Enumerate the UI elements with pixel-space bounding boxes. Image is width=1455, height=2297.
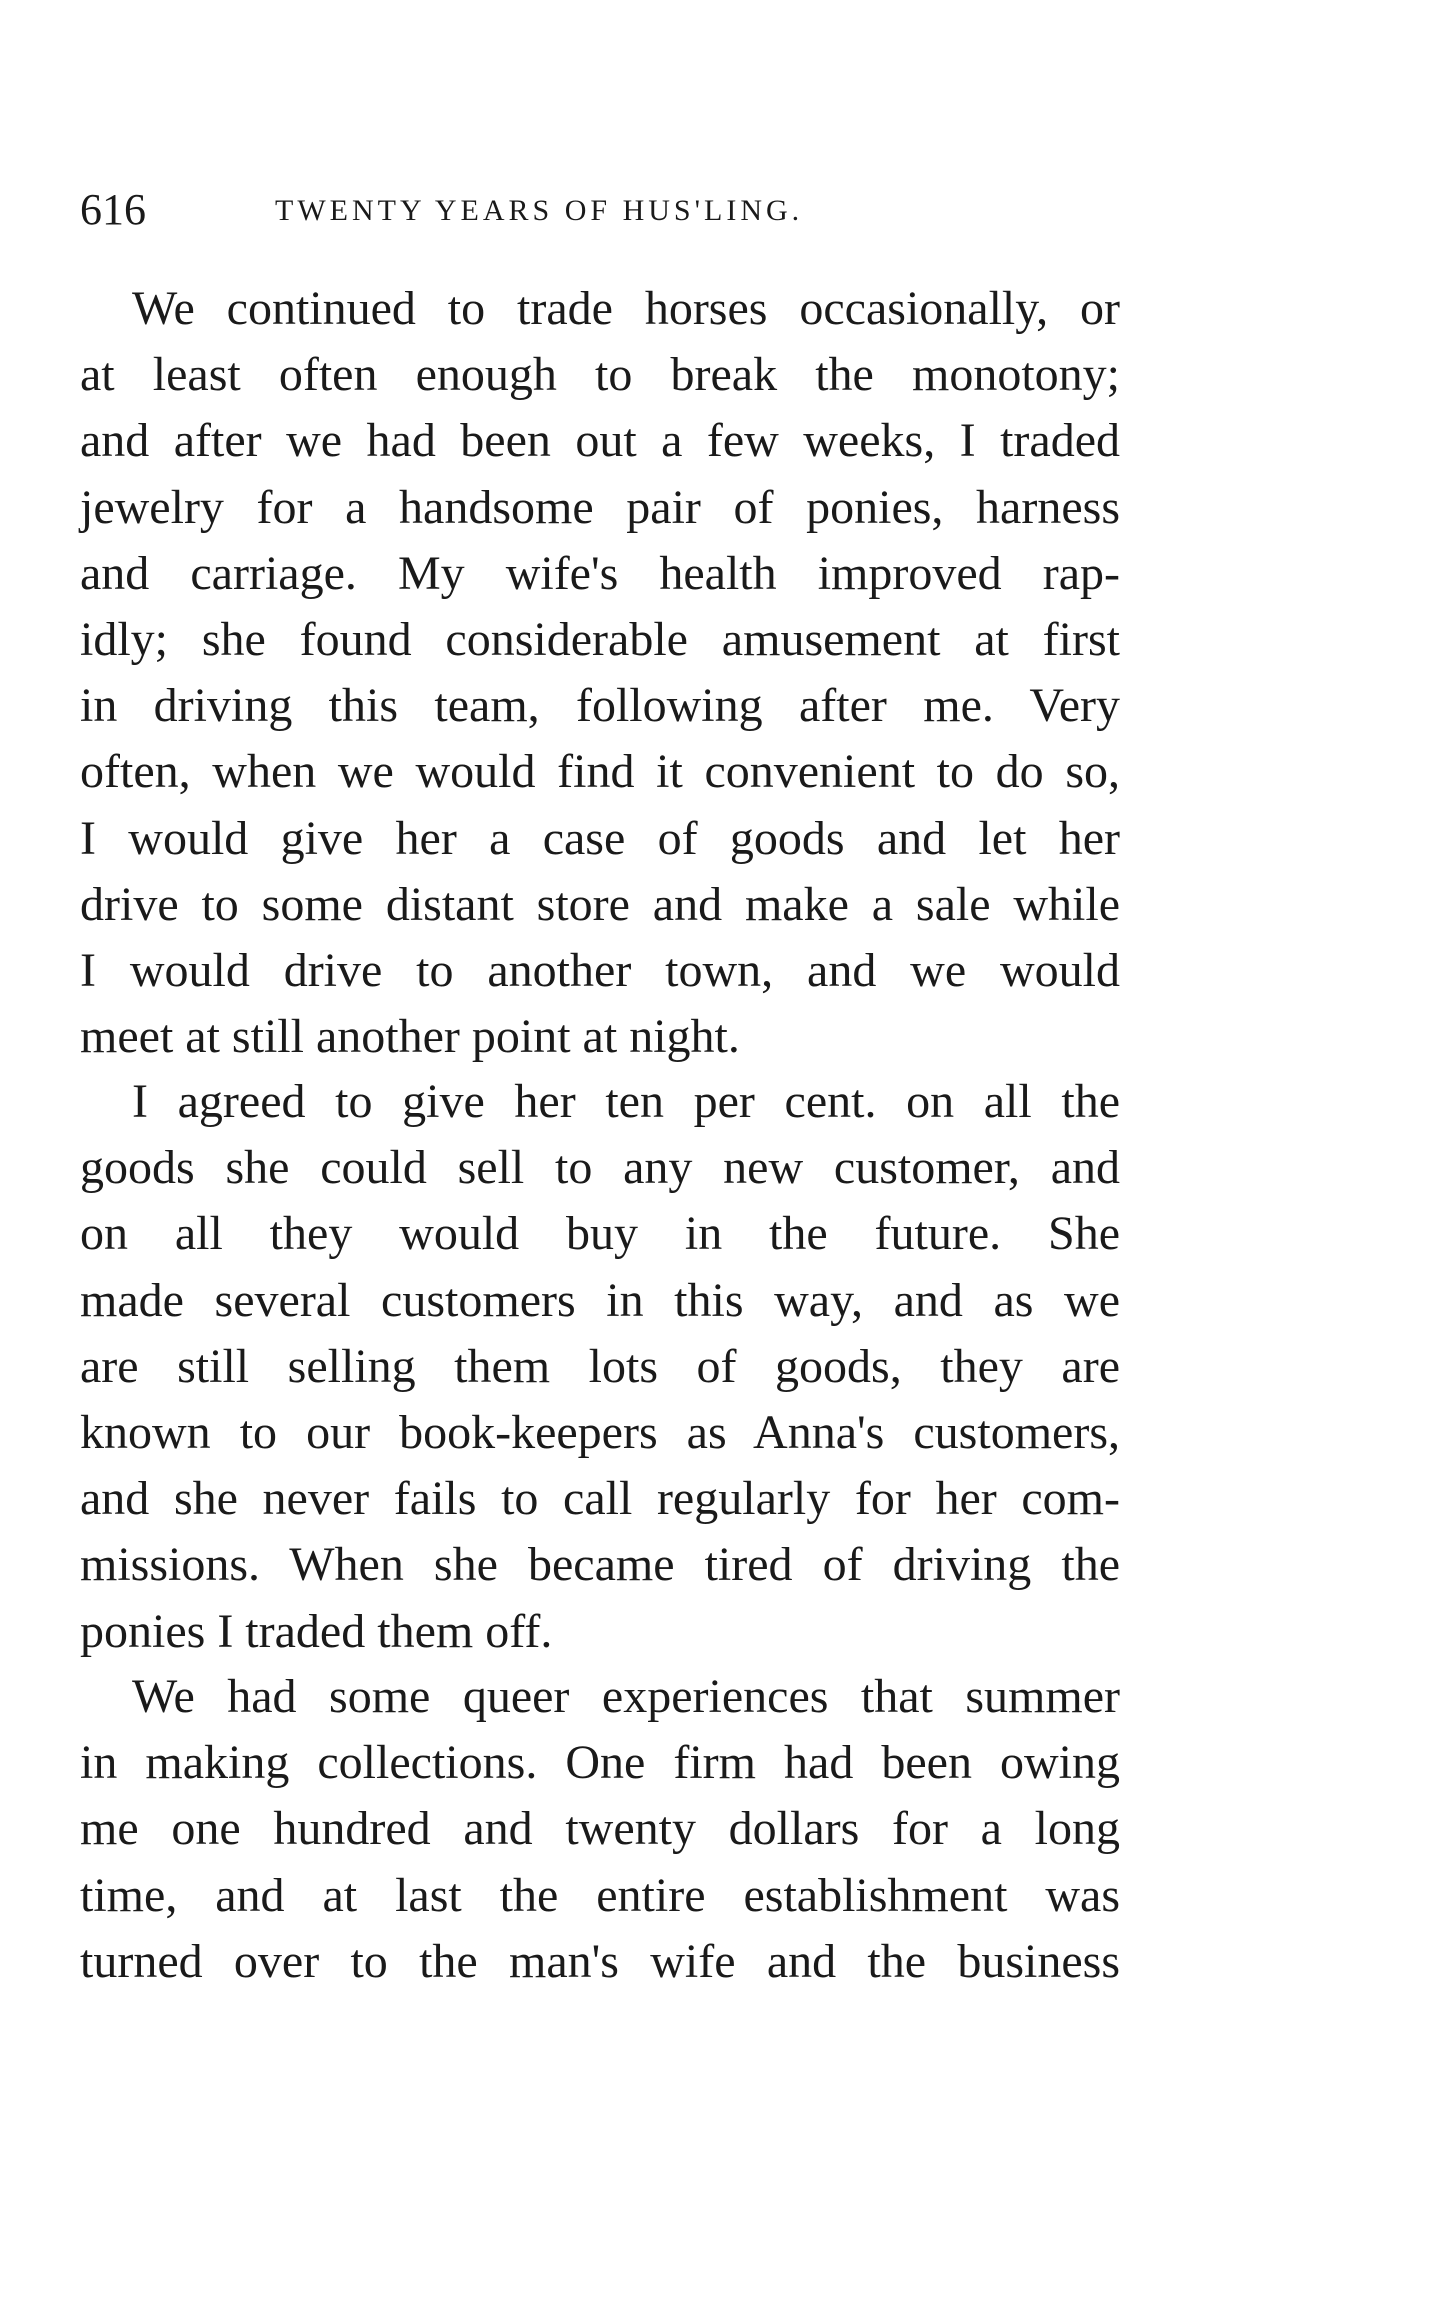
text-line: I would give her a case of goods and let her [80, 811, 1120, 865]
paragraph-1 [80, 276, 1120, 1070]
running-head: TWENTY YEARS OF HUS'LING. [275, 194, 804, 227]
text-line: drive to some distant store and make a sale while [80, 877, 1120, 931]
text-line: We continued to trade horses occasionally, or [132, 282, 1120, 335]
text-line: ponies I traded them off. [80, 1604, 553, 1658]
text-line: meet at still another point at night. [80, 1010, 740, 1064]
text-line: turned over to the man's wife and the business [80, 1934, 1120, 1988]
text-line: missions. When she became tired of driving the [80, 1538, 1120, 1592]
text-line: and she never fails to call regularly for her com- [80, 1472, 1120, 1526]
text-line: jewelry for a handsome pair of ponies, harness [80, 480, 1120, 534]
text-line: We had some queer experiences that summer [132, 1670, 1120, 1723]
text-line: I agreed to give her ten per cent. on all the [132, 1075, 1120, 1128]
text-line: at least often enough to break the monotony; [80, 348, 1120, 402]
page-number: 616 [80, 185, 146, 234]
text-line: are still selling them lots of goods, they are [80, 1339, 1120, 1393]
text-line: often, when we would find it convenient to do so, [80, 745, 1120, 799]
text-line: in driving this team, following after me. Very [80, 679, 1120, 733]
text-line: goods she could sell to any new customer, and [80, 1141, 1120, 1195]
paragraph-3 [80, 1664, 1120, 1995]
text-line: time, and at last the entire establishment was [80, 1868, 1120, 1922]
text-line: on all they would buy in the future. She [80, 1207, 1120, 1261]
text-line: I would drive to another town, and we would [80, 943, 1120, 997]
text-line: me one hundred and twenty dollars for a long [80, 1802, 1120, 1856]
text-line: idly; she found considerable amusement at first [80, 612, 1120, 666]
text-line: and after we had been out a few weeks, I traded [80, 414, 1120, 468]
page-header [80, 185, 1140, 248]
text-line: in making collections. One firm had been owing [80, 1736, 1120, 1790]
paragraph-2 [80, 1069, 1120, 1665]
text-line: made several customers in this way, and as we [80, 1273, 1120, 1327]
text-line: known to our book-keepers as Anna's customers, [80, 1405, 1120, 1459]
text-line: and carriage. My wife's health improved rap- [80, 546, 1120, 600]
